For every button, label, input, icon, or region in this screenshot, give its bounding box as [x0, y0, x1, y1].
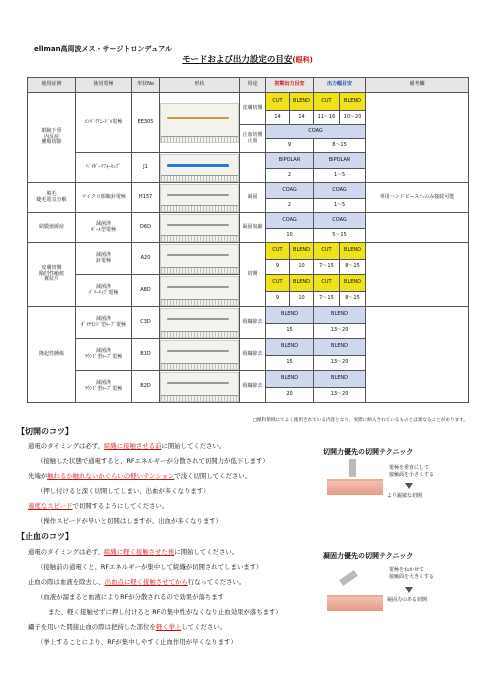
value-cell: 14 — [266, 111, 290, 125]
note-cell — [366, 243, 469, 307]
mode-cell: BLEND — [266, 307, 314, 324]
mode-cell: BIPOLAR — [314, 153, 366, 169]
mode-cell: BLEND — [290, 93, 314, 111]
coag-tip-line: （血液が溜まると血液によりRFが分散されるので効果が落ちます — [37, 593, 225, 601]
mode-cell: COAG — [266, 125, 366, 139]
use-cell: 止血切開 止血 — [240, 125, 266, 153]
electrode-cell: 減菌済 針電極 — [76, 243, 132, 275]
value-cell: 15 — [266, 324, 314, 339]
value-cell: 2 — [266, 199, 314, 213]
case-cell: 皮膚切開 陥凹性瘢痕 翼状片 — [28, 243, 76, 307]
figure-result: 凝固力のある切開 — [387, 597, 428, 603]
value-cell: 13～20 — [314, 356, 366, 371]
electrode-cell: ｴﾝﾊﾞｲｱﾆｰﾄﾞﾙ電極 — [76, 93, 132, 153]
value-cell: 15 — [266, 356, 314, 371]
table-row — [28, 213, 469, 229]
electrode-cell: 減菌済 ﾊﾞﾘｰﾁｯﾌﾟ電極 — [76, 275, 132, 307]
value-cell: 10 — [290, 260, 314, 275]
mode-cell: COAG — [266, 213, 314, 229]
mode-cell: BLEND — [314, 339, 366, 356]
case-cell: 脱毛 睫毛電気分解 — [28, 183, 76, 213]
shape-image — [160, 339, 240, 371]
mode-cell: BLEND — [340, 93, 366, 111]
value-cell: 9 — [266, 139, 314, 153]
use-cell: 組織除去 — [240, 339, 266, 371]
coag-tip-line: （挙上することにより、RFが集中しやすく止血作用が早くなります） — [37, 638, 237, 646]
value-cell: 5～15 — [314, 229, 366, 243]
value-cell: 8～15 — [340, 260, 366, 275]
coag-tip-line: （接触前の通電くと、RFエネルギーが集中して組織が切開されてしまいます） — [37, 563, 263, 571]
mode-cell: COAG — [314, 183, 366, 199]
shape-image — [160, 307, 240, 339]
note-cell — [366, 307, 469, 403]
shape-image — [160, 153, 240, 183]
value-cell: 10～20 — [340, 111, 366, 125]
shape-no-cell: B1D — [132, 339, 160, 371]
mode-cell: CUT — [314, 93, 340, 111]
table-footnote: □眼科領域にてよく使用されている内容となり、実際に納入されているものとは異なることがあります。 — [252, 418, 468, 423]
shape-no-cell: J1 — [132, 153, 160, 183]
shape-no-cell: H137 — [132, 183, 160, 213]
shape-no-cell: C3D — [132, 307, 160, 339]
electrode-cell: マイクロ眼瞼針電極 — [76, 183, 132, 213]
value-cell: 13～20 — [314, 324, 366, 339]
shape-no-cell: B2D — [132, 371, 160, 403]
figure-title: 凝固力優先の切開テクニック — [323, 552, 414, 560]
value-cell: 7～15 — [314, 292, 340, 307]
use-cell — [240, 153, 266, 183]
coag-technique-figure — [323, 551, 463, 641]
mode-cell: CUT — [266, 243, 290, 260]
value-cell: 9 — [266, 260, 290, 275]
table-header-row — [28, 78, 469, 93]
note-cell: 専用ハンドピースへのみ接続可能 — [366, 183, 469, 213]
cut-tip-line: （接触した状態で通電すると、RFエネルギーが分散されて切開力が低下します） — [37, 457, 269, 465]
cut-tip-line: 適度なスピードで切開するようにしてください。 — [28, 502, 169, 510]
value-cell: 9 — [266, 292, 290, 307]
header-output-range: 出力幅目安 — [314, 78, 366, 93]
arrow-down-icon — [405, 587, 413, 593]
shape-image — [160, 243, 240, 275]
header-use: 用途 — [240, 78, 266, 93]
shape-no-cell: A8D — [132, 275, 160, 307]
tissue-illustration — [327, 479, 383, 495]
use-cell: 組織除去 — [240, 307, 266, 339]
mode-cell: BLEND — [266, 371, 314, 388]
table-row — [28, 93, 469, 111]
settings-table — [27, 77, 469, 403]
figure-title: 切開力優先の切開テクニック — [323, 448, 414, 456]
arrow-down-icon — [405, 483, 413, 489]
use-cell: 組織除去 — [240, 371, 266, 403]
coag-tip-line: また、軽く接触せずに押し付けると RFの集中性がなくなり止血効果が落ちます） — [48, 608, 282, 616]
value-cell: 20 — [266, 388, 314, 403]
header-shape: 形状 — [160, 78, 240, 93]
header-notes: 備考欄 — [366, 78, 469, 93]
coag-tips-heading: 【止血のコツ】 — [17, 532, 73, 541]
cut-technique-figure — [323, 447, 463, 527]
shape-no-cell: D6D — [132, 213, 160, 243]
value-cell: 1～5 — [314, 169, 366, 183]
mode-cell: BLEND — [340, 243, 366, 260]
cut-tip-line: 先端が触れるか触れないかぐらいの軽いテンションで浅く切開してください。 — [28, 472, 252, 480]
mode-cell: BLEND — [266, 339, 314, 356]
case-cell: 結膜弛緩症 — [28, 213, 76, 243]
header-case: 使用症例 — [28, 78, 76, 93]
mode-cell: CUT — [266, 275, 290, 292]
cut-tips-heading: 【切開のコツ】 — [17, 427, 73, 436]
value-cell: 13～20 — [314, 388, 366, 403]
value-cell: 10 — [266, 229, 314, 243]
value-cell: 8～15 — [340, 292, 366, 307]
shape-image — [160, 371, 240, 403]
mode-cell: BLEND — [314, 371, 366, 388]
use-cell: 凝固 — [240, 183, 266, 213]
case-cell: 隆起性腫瘍 — [28, 307, 76, 403]
mode-cell: BLEND — [314, 307, 366, 324]
shape-image — [160, 93, 240, 153]
cut-tip-line: 通電のタイミングは必ず、組織に接触させる前に開始してください。 — [28, 442, 226, 450]
table-row — [28, 307, 469, 324]
value-cell: 10 — [290, 292, 314, 307]
page-title: モードおよび出力設定の目安(眼科) — [182, 55, 313, 65]
cut-tip-line: （操作スピードが早いと切開はしますが、出血が多くなります） — [37, 517, 223, 525]
electrode-cell: 減菌済 ﾀﾞｲﾔﾓﾝﾄﾞ型ﾙｰﾌﾟ電極 — [76, 307, 132, 339]
mode-cell: CUT — [314, 243, 340, 260]
value-cell: 14 — [290, 111, 314, 125]
mode-cell: BIPOLAR — [266, 153, 314, 169]
case-cell: 眼瞼下垂 内反症 腫瘍切除 — [28, 93, 76, 183]
note-cell — [366, 93, 469, 183]
figure-result: より鋭敏な切開 — [387, 493, 423, 499]
electrode-cell: 減菌済 ﾗｳﾝﾄﾞ型ﾙｰﾌﾟ電極 — [76, 371, 132, 403]
mode-cell: COAG — [266, 183, 314, 199]
mode-cell: CUT — [266, 93, 290, 111]
cut-tip-line: （押し付けると深く切開してしまい、出血が多くなります） — [37, 487, 210, 495]
use-cell: 凝固収縮 — [240, 213, 266, 243]
value-cell: 1～5 — [314, 199, 366, 213]
note-cell — [366, 213, 469, 243]
mode-cell: COAG — [314, 213, 366, 229]
value-cell: 8～15 — [314, 139, 366, 153]
value-cell: 11～16 — [314, 111, 340, 125]
use-cell: 皮膚切開 — [240, 93, 266, 125]
shape-image — [160, 213, 240, 243]
coag-tip-line: 鑷子を用いた間接止血の際は把持した部位を軽く挙上してください。 — [28, 623, 227, 631]
mode-cell: BLEND — [290, 275, 314, 292]
electrode-cell: 減菌済 ﾎﾞｰﾙ型電極 — [76, 213, 132, 243]
header-shape-no: 形状No — [132, 78, 160, 93]
header-electrode: 使用電極 — [76, 78, 132, 93]
electrode-illustration — [349, 459, 356, 477]
shape-no-cell: A20 — [132, 243, 160, 275]
electrode-cell: 減菌済 ﾗｳﾝﾄﾞ型ﾙｰﾌﾟ電極 — [76, 339, 132, 371]
shape-image — [160, 183, 240, 213]
table-row — [28, 183, 469, 199]
electrode-illustration — [339, 570, 358, 586]
coag-tip-line: 通電のタイミングは必ず、組織に軽く接触させた後に開始してください。 — [28, 548, 239, 556]
tissue-illustration — [327, 595, 383, 611]
mode-cell: CUT — [314, 275, 340, 292]
shape-no-cell: EE305 — [132, 93, 160, 153]
table-row — [28, 243, 469, 260]
value-cell: 7～15 — [314, 260, 340, 275]
mode-cell: BLEND — [290, 243, 314, 260]
electrode-cell: ﾊﾞｲﾎﾟｰﾗﾌｫｰｾｯﾌﾟ — [76, 153, 132, 183]
coag-tip-line: 止血の際は血液を除去し、出血点に軽く接触させてから行なってください。 — [28, 578, 246, 586]
mode-cell: BLEND — [340, 275, 366, 292]
figure-tip: 電極を垂直にして 接触面を小さくする — [389, 465, 435, 478]
shape-image — [160, 275, 240, 307]
header-initial-output: 初期出力目安 — [266, 78, 314, 93]
use-cell: 切開 — [240, 243, 266, 307]
brand-label: ellman高周波メス・サージトロンデュアル — [34, 45, 172, 53]
figure-tip: 電極をねかせて 接触面を大きくする — [389, 567, 435, 580]
value-cell: 2 — [266, 169, 314, 183]
